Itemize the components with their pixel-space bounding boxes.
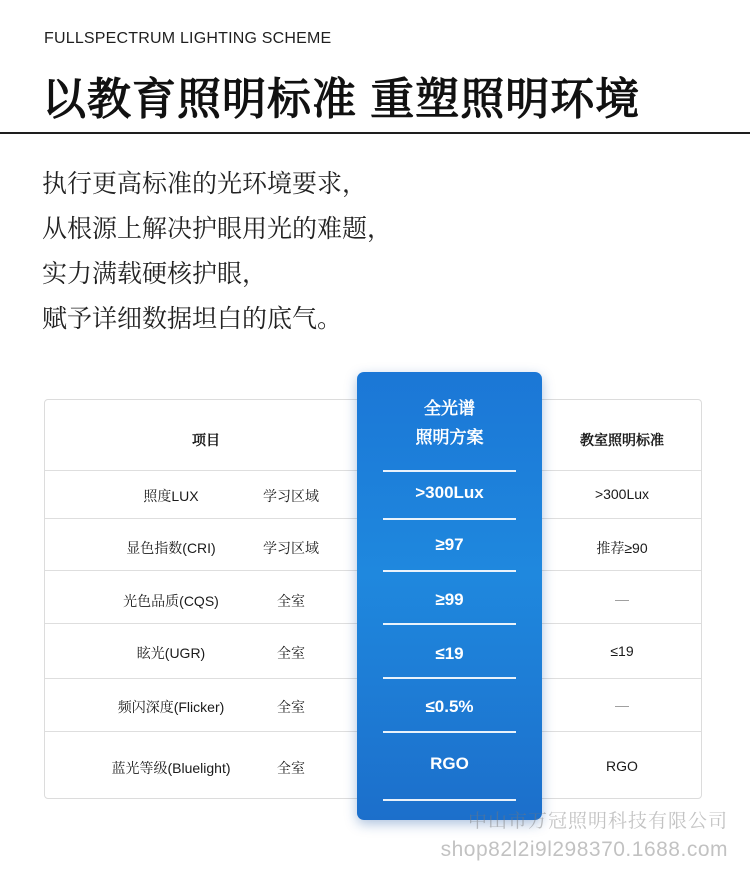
scheme-value: ≥97 (435, 535, 464, 554)
scheme-divider (383, 677, 516, 679)
header-standard: 教室照明标准 (580, 432, 664, 448)
intro-text (42, 162, 392, 342)
scheme-divider (383, 570, 516, 572)
table-row-area: 学习区域 (263, 540, 319, 556)
scheme-header-line2: 照明方案 (415, 428, 484, 447)
scheme-divider (383, 799, 516, 801)
table-row-standard: — (615, 591, 629, 607)
table-row-item: 光色品质(CQS) (123, 593, 219, 609)
table-row-standard: ≤19 (610, 643, 634, 659)
scheme-divider (383, 470, 516, 472)
table-row-item: 蓝光等级(Bluelight) (111, 760, 231, 776)
watermark-company: 中山市万冠照明科技有限公司 (467, 811, 728, 832)
table-row-item: 照度LUX (143, 488, 199, 504)
scheme-value: ≤19 (435, 644, 464, 663)
scheme-value: >300Lux (415, 483, 484, 502)
eyebrow-title: FULLSPECTRUM LIGHTING SCHEME (44, 30, 332, 47)
table-row-standard: 推荐≥90 (596, 540, 648, 556)
table-row-item: 频闪深度(Flicker) (117, 699, 225, 715)
header-item: 项目 (192, 432, 220, 448)
table-row-standard: — (615, 697, 629, 713)
watermark-shop-url: shop82l2i9l298370.1688.com (440, 838, 728, 861)
table-row-area: 全室 (277, 760, 305, 776)
scheme-value: RGO (430, 754, 469, 773)
page-title: 以教育照明标准 重塑照明环境 (42, 75, 641, 124)
scheme-divider (383, 731, 516, 733)
scheme-divider (383, 518, 516, 520)
scheme-column (357, 372, 542, 820)
table-row-area: 学习区域 (263, 488, 319, 504)
intro-line: 执行更高标准的光环境要求， (42, 170, 368, 198)
table-row-item: 显色指数(CRI) (126, 540, 216, 556)
table-row-standard: >300Lux (594, 486, 650, 502)
table-row-area: 全室 (277, 593, 305, 609)
header-divider (0, 132, 750, 134)
table-row-area: 全室 (277, 645, 305, 661)
table-row-standard: RGO (606, 758, 638, 774)
scheme-value: ≤0.5% (425, 697, 474, 716)
intro-line: 实力满载硬核护眼， (42, 260, 268, 288)
scheme-divider (383, 623, 516, 625)
table-row-area: 全室 (277, 699, 305, 715)
scheme-value: ≥99 (435, 590, 464, 609)
intro-line: 赋予详细数据坦白的底气。 (42, 305, 343, 333)
table-row-item: 眩光(UGR) (136, 645, 206, 661)
scheme-header-line1: 全光谱 (424, 399, 475, 418)
intro-line: 从根源上解决护眼用光的难题， (42, 215, 393, 243)
